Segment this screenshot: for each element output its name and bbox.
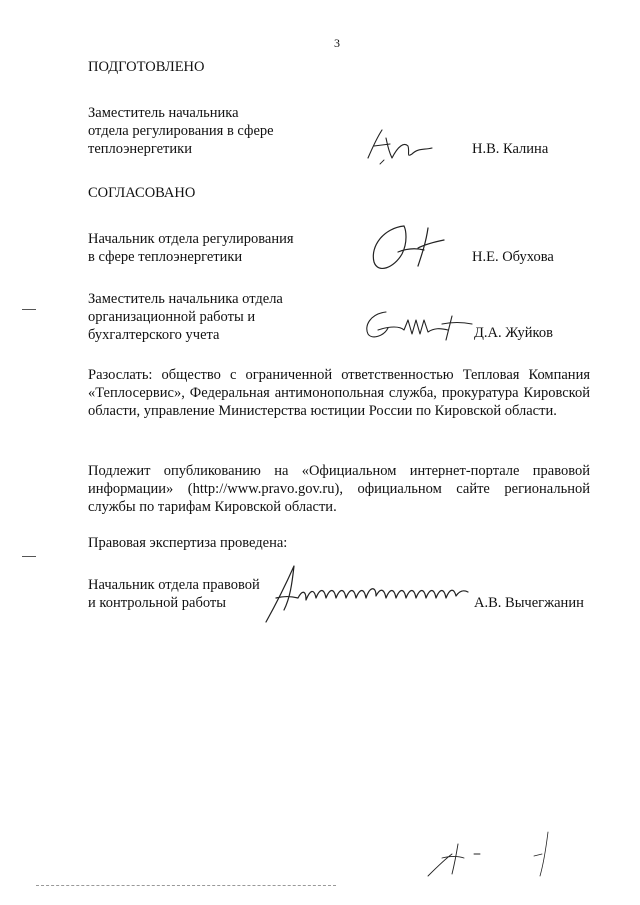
margin-mark xyxy=(22,556,36,557)
agreed-signer-2-position xyxy=(88,290,283,344)
prepared-position-line: Заместитель начальника xyxy=(88,105,239,121)
signature-vychegzhanin xyxy=(262,562,472,628)
legal-review-position-line: и контрольной работы xyxy=(88,595,226,611)
agreed-heading: СОГЛАСОВАНО xyxy=(88,185,196,201)
agreed-position-line: организационной работы и xyxy=(88,309,256,325)
prepared-name: Н.В. Калина xyxy=(472,141,549,157)
prepared-position xyxy=(88,104,274,158)
legal-review-position xyxy=(88,576,260,612)
legal-review-statement: Правовая экспертиза проведена: xyxy=(88,535,288,551)
prepared-position-line: отдела регулирования в сфере xyxy=(88,123,274,139)
page-number: 3 xyxy=(334,36,340,50)
agreed-position-line: в сфере теплоэнергетики xyxy=(88,249,243,265)
signature-zhuikov xyxy=(360,306,480,348)
prepared-heading: ПОДГОТОВЛЕНО xyxy=(88,59,205,75)
signature-obukhova xyxy=(364,218,464,280)
agreed-signer-1-position xyxy=(88,230,294,266)
agreed-position-line: Начальник отдела регулирования xyxy=(88,231,294,247)
agreed-signer-2-name: Д.А. Жуйков xyxy=(474,325,553,341)
legal-review-position-line: Начальник отдела правовой xyxy=(88,577,260,593)
faint-initials xyxy=(418,828,578,884)
prepared-position-line: теплоэнергетики xyxy=(88,141,192,157)
legal-review-name: А.В. Вычегжанин xyxy=(474,595,584,611)
publication-paragraph: Подлежит опубликованию на «Официальном интернет-портале правовой информации» (http://www.pravo.gov.ru), официальном сайте региональной службы по тарифам Кировской области. xyxy=(88,463,590,515)
agreed-position-line: бухгалтерского учета xyxy=(88,327,220,343)
agreed-signer-1-name: Н.Е. Обухова xyxy=(472,249,554,265)
distribution-paragraph: Разослать: общество с ограниченной ответственностью Тепловая Компания «Теплосервис», Федеральная антимонопольная служба, прокуратура Кировской области, управление Министерства юстиции России по Кировской области. xyxy=(88,367,590,419)
bottom-dashed-rule xyxy=(36,885,336,887)
signature-kalina xyxy=(360,124,440,170)
agreed-position-line: Заместитель начальника отдела xyxy=(88,291,283,307)
margin-mark xyxy=(22,309,36,310)
